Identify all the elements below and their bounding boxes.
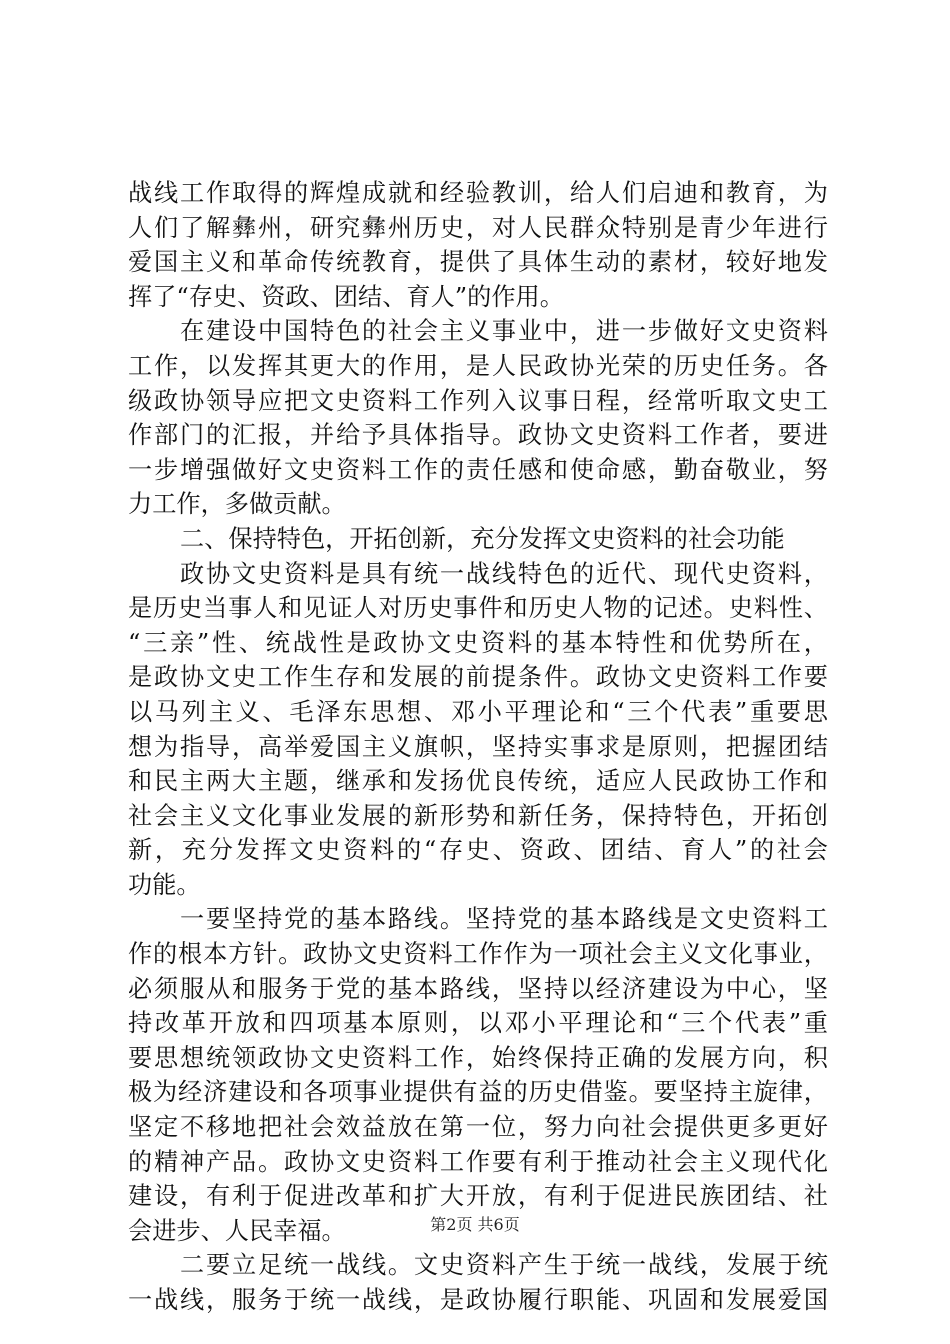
paragraph bbox=[128, 902, 828, 1248]
text-line: 力工作，多做贡献。 bbox=[128, 490, 346, 519]
text-line: 是政协文史工作生存和发展的前提条件。政协文史资料工作要 bbox=[128, 663, 828, 692]
text-line: 想为指导，高举爱国主义旗帜，坚持实事求是原则，把握团结 bbox=[128, 732, 828, 761]
text-line: 作部门的汇报，并给予具体指导。政协文史资料工作者，要进 bbox=[128, 421, 828, 450]
text-line: 功能。 bbox=[128, 870, 201, 899]
text-line: 二要立足统一战线。文史资料产生于统一战线，发展于统 bbox=[180, 1251, 828, 1280]
text-line: 一要坚持党的基本路线。坚持党的基本路线是文史资料工 bbox=[180, 905, 828, 934]
text-line: 级政协领导应把文史资料工作列入议事日程，经常听取文史工 bbox=[128, 386, 828, 415]
page-footer bbox=[0, 1215, 950, 1235]
text-line: 挥了“存史、资政、团结、育人”的作用。 bbox=[128, 282, 564, 311]
text-line: 会进步、人民幸福。 bbox=[128, 1216, 346, 1245]
heading-line: 二、保持特色，开拓创新，充分发挥文史资料的社会功能 bbox=[180, 524, 785, 553]
text-line: 一步增强做好文史资料工作的责任感和使命感，勤奋敬业，努 bbox=[128, 455, 828, 484]
section-heading bbox=[128, 522, 828, 557]
text-line: 在建设中国特色的社会主义事业中，进一步做好文史资料 bbox=[180, 317, 828, 346]
text-line: 和民主两大主题，继承和发扬优良传统，适应人民政协工作和 bbox=[128, 767, 828, 796]
text-line: 人们了解彝州，研究彝州历史，对人民群众特别是青少年进行 bbox=[128, 213, 828, 242]
paragraph bbox=[128, 1248, 828, 1317]
text-line: 工作，以发挥其更大的作用，是人民政协光荣的历史任务。各 bbox=[128, 351, 828, 380]
text-line: 的精神产品。政协文史资料工作要有利于推动社会主义现代化 bbox=[128, 1147, 828, 1176]
text-line: 新，充分发挥文史资料的“存史、资政、团结、育人”的社会 bbox=[128, 836, 828, 865]
text-line: 战线工作取得的辉煌成就和经验教训，给人们启迪和教育，为 bbox=[128, 179, 828, 207]
document-body bbox=[128, 176, 828, 1318]
page-number-label: 第2页 共6页 bbox=[430, 1215, 520, 1234]
text-line: 极为经济建设和各项事业提供有益的历史借鉴。要坚持主旋律， bbox=[128, 1078, 828, 1107]
text-line: “三亲”性、统战性是政协文史资料的基本特性和优势所在， bbox=[128, 628, 828, 657]
text-line: 要思想统领政协文史资料工作，始终保持正确的发展方向，积 bbox=[128, 1043, 828, 1072]
text-line: 爱国主义和革命传统教育，提供了具体生动的素材，较好地发 bbox=[128, 248, 828, 277]
text-line: 一战线，服务于统一战线，是政协履行职能、巩固和发展爱国 bbox=[128, 1286, 828, 1314]
text-line: 政协文史资料是具有统一战线特色的近代、现代史资料， bbox=[180, 559, 828, 588]
text-line: 社会主义文化事业发展的新形势和新任务，保持特色，开拓创 bbox=[128, 801, 828, 830]
paragraph bbox=[128, 557, 828, 903]
text-line: 坚定不移地把社会效益放在第一位，努力向社会提供更多更好 bbox=[128, 1113, 828, 1142]
text-line: 持改革开放和四项基本原则，以邓小平理论和“三个代表”重 bbox=[128, 1009, 828, 1038]
text-line: 是历史当事人和见证人对历史事件和历史人物的记述。史料性、 bbox=[128, 594, 828, 623]
text-line: 建设，有利于促进改革和扩大开放，有利于促进民族团结、社 bbox=[128, 1182, 828, 1211]
text-line: 作的根本方针。政协文史资料工作作为一项社会主义文化事业， bbox=[128, 940, 828, 969]
paragraph bbox=[128, 314, 828, 522]
text-line: 必须服从和服务于党的基本路线，坚持以经济建设为中心，坚 bbox=[128, 974, 828, 1003]
paragraph bbox=[128, 176, 828, 314]
text-line: 以马列主义、毛泽东思想、邓小平理论和“三个代表”重要思 bbox=[128, 697, 828, 726]
